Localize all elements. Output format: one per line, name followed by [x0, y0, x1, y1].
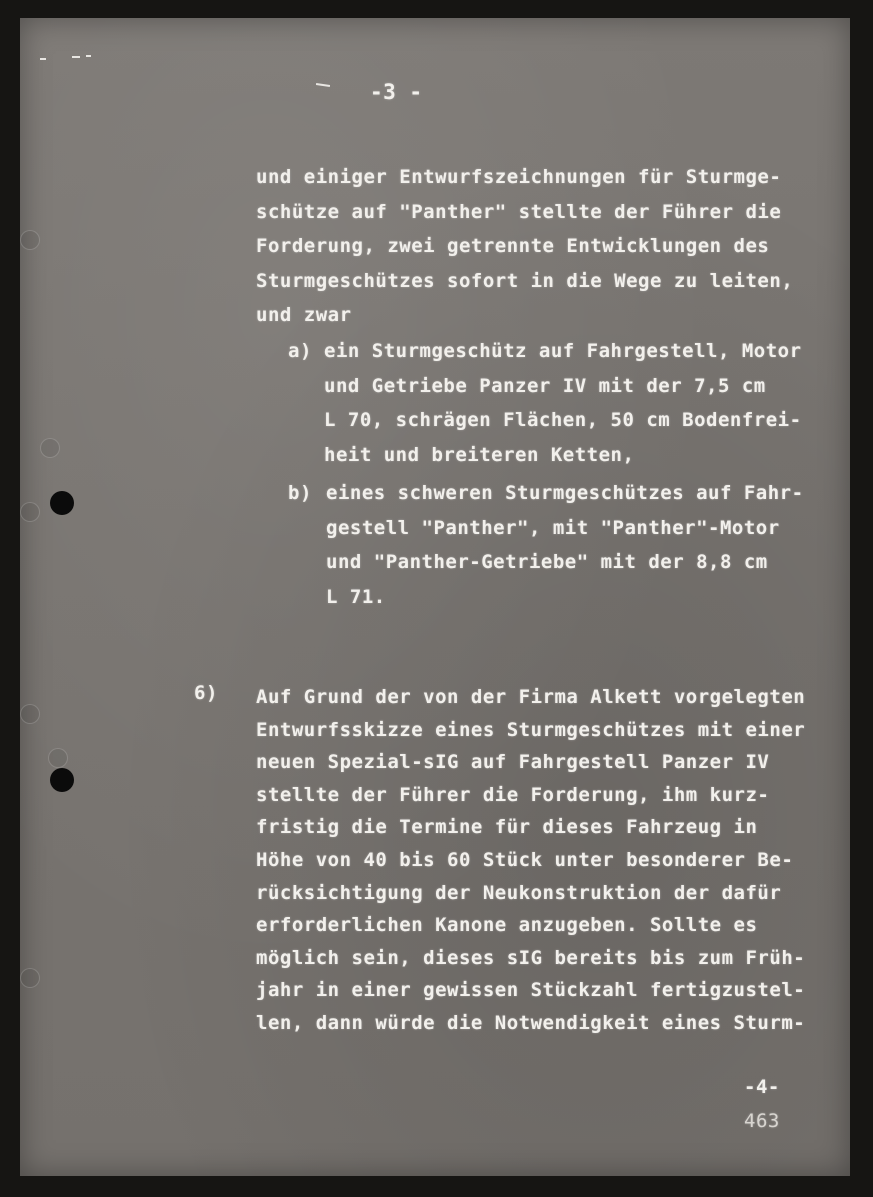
text-line: und einiger Entwurfszeichnungen für Sturmge-	[256, 166, 782, 188]
section-number: 6)	[194, 682, 218, 704]
list-item-a	[324, 340, 802, 478]
punch-ring	[40, 438, 60, 458]
section-6-text	[256, 686, 805, 1045]
page-number-top: -3 -	[370, 80, 423, 104]
text-line: Sturmgeschützes sofort in die Wege zu leiten,	[256, 269, 794, 292]
text-line: rücksichtigung der Neukonstruktion der dafür	[256, 881, 782, 904]
text-line: möglich sein, dieses sIG bereits bis zum Früh-	[256, 946, 806, 969]
margin-mark	[40, 58, 46, 60]
list-marker-b: b)	[288, 482, 312, 504]
punch-ring	[48, 748, 68, 768]
text-line: eines schweren Sturmgeschützes auf Fahr-	[326, 482, 804, 504]
margin-mark	[86, 55, 91, 57]
text-line: Auf Grund der von der Firma Alkett vorgelegten	[256, 686, 806, 708]
list-item-b	[326, 482, 804, 620]
archive-number: 463	[744, 1110, 780, 1132]
text-line: len, dann würde die Notwendigkeit eines Sturm-	[256, 1011, 806, 1034]
text-line: und Getriebe Panzer IV mit der 7,5 cm	[324, 374, 766, 397]
text-line: Entwurfsskizze eines Sturmgeschützes mit einer	[256, 718, 806, 741]
text-line: fristig die Termine für dieses Fahrzeug in	[256, 816, 758, 839]
text-line: schütze auf "Panther" stellte der Führer die	[256, 200, 782, 223]
text-line: ein Sturmgeschütz auf Fahrgestell, Motor	[324, 340, 802, 362]
text-line: und "Panther-Getriebe" mit der 8,8 cm	[326, 551, 768, 573]
text-line: und zwar	[256, 304, 352, 326]
list-marker-a: a)	[288, 340, 312, 362]
text-line: Forderung, zwei getrennte Entwicklungen des	[256, 235, 770, 257]
text-line: heit und breiteren Ketten,	[324, 443, 635, 466]
paragraph-continuation	[256, 166, 793, 339]
text-line: gestell "Panther", mit "Panther"-Motor	[326, 516, 780, 539]
punch-hole	[50, 491, 74, 515]
text-line: neuen Spezial-sIG auf Fahrgestell Panzer IV	[256, 751, 770, 774]
document-page	[20, 18, 850, 1176]
margin-mark	[72, 56, 80, 58]
punch-ring	[20, 968, 40, 988]
punch-hole	[50, 768, 74, 792]
text-line: L 70, schrägen Flächen, 50 cm Bodenfrei-	[324, 409, 802, 431]
continuation-marker: -4-	[744, 1076, 780, 1098]
text-line: jahr in einer gewissen Stückzahl fertigzustel-	[256, 979, 806, 1002]
punch-ring	[20, 230, 40, 250]
punch-ring	[20, 502, 40, 522]
punch-ring	[20, 704, 40, 724]
text-line: Höhe von 40 bis 60 Stück unter besonderer Be-	[256, 848, 794, 871]
text-line: erforderlichen Kanone anzugeben. Sollte es	[256, 914, 758, 937]
text-line: L 71.	[326, 585, 386, 608]
margin-mark	[316, 83, 330, 87]
text-line: stellte der Führer die Forderung, ihm kurz-	[256, 783, 770, 806]
